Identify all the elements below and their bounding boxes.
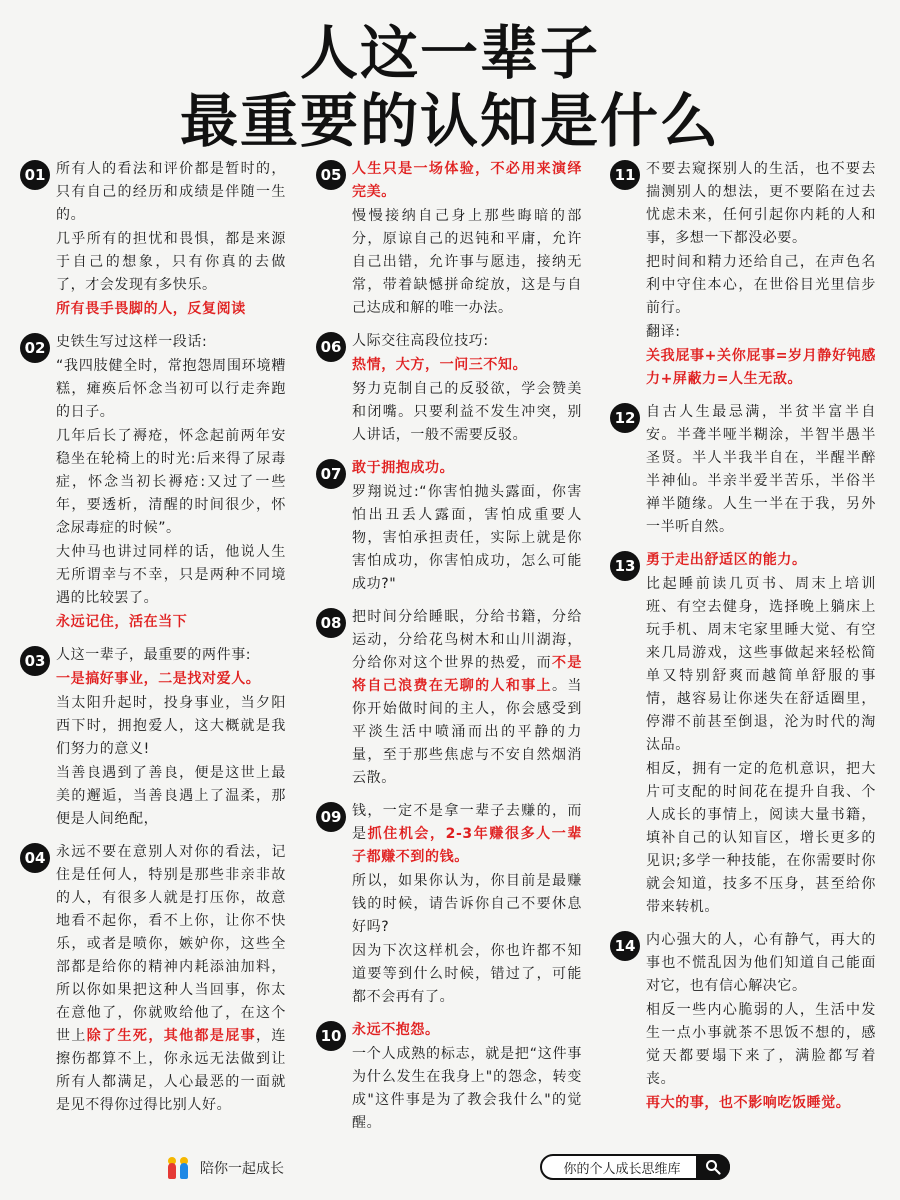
body-text: 翻译:: [646, 324, 681, 340]
column-middle: [316, 158, 582, 1145]
search-button[interactable]: [696, 1154, 730, 1180]
item-number-badge: 05: [316, 160, 346, 190]
column-left: [20, 158, 286, 1127]
item-14: [610, 929, 876, 1115]
body-text: 当太阳升起时，投身事业，当夕阳西下时，拥抱爱人，这大概就是我们努力的意义!: [56, 695, 286, 757]
highlight-text: 热情，大方，一问三不知。: [352, 357, 528, 373]
item-07: [316, 457, 582, 596]
footer-slogan: 陪你一起成长: [200, 1161, 284, 1177]
item-paragraph: [646, 401, 876, 539]
highlight-text: 勇于走出舒适区的能力。: [646, 552, 807, 568]
item-paragraph: [56, 841, 286, 1117]
body-text: 所以，如果你认为，你目前是最赚钱的时候，请告诉你自己不要休息好吗?: [352, 873, 582, 935]
highlight-text: 不是将自己浪费在无聊的人和事上: [352, 655, 582, 694]
item-paragraph: [56, 611, 286, 634]
body-text: 不要去窥探别人的生活，也不要去揣测别人的想法，更不要陷在过去忧虑未来，任何引起你内耗的人和事，多想一下都没必要。: [646, 161, 876, 246]
item-10: [316, 1019, 582, 1135]
highlight-text: 永远不抱怨。: [352, 1022, 440, 1038]
item-09: [316, 800, 582, 1009]
body-text: 罗翔说过:“你害怕抛头露面，你害怕出丑丢人露面，害怕成重要人物，害怕承担责任，实际上就是你害怕成功，你害怕成功，怎么可能成功?": [352, 484, 582, 592]
item-02: [20, 331, 286, 634]
item-paragraph: [352, 330, 582, 353]
body-text: 因为下次这样机会，你也许都不知道要等到什么时候，错过了，可能都不会再有了。: [352, 943, 582, 1005]
highlight-text: 所有畏手畏脚的人，反复阅读: [56, 301, 246, 317]
item-paragraph: [56, 644, 286, 667]
item-paragraph: [352, 1019, 582, 1042]
item-paragraph: [646, 758, 876, 919]
item-number-badge: 12: [610, 403, 640, 433]
item-paragraph: [56, 692, 286, 761]
highlight-text: 一是搞好事业，二是找对爱人。: [56, 671, 261, 687]
item-paragraph: [56, 298, 286, 321]
body-text: 大仲马也讲过同样的话，他说人生无所谓幸与不幸，只是两种不同境遇的比较罢了。: [56, 544, 286, 606]
item-number-badge: 14: [610, 931, 640, 961]
item-12: [610, 401, 876, 539]
item-number-badge: 08: [316, 608, 346, 638]
item-paragraph: [352, 800, 582, 869]
highlight-text: 再大的事，也不影响吃饭睡觉。: [646, 1095, 851, 1111]
body-text: “我四肢健全时，常抱怨周围环境糟糕，瘫痪后怀念当初可以行走奔跑的日子。: [56, 358, 286, 420]
item-number-badge: 01: [20, 160, 50, 190]
body-text: 相反一些内心脆弱的人，生活中发生一点小事就茶不思饭不想的，感觉天都要塌下来了，满脸都写着丧。: [646, 1002, 876, 1087]
body-text: 相反，拥有一定的危机意识，把大片可支配的时间花在提升自我、个人成长的事情上，阅读大量书籍，填补自己的认知盲区，增长更多的见识;多学一种技能，在你需要时你就会知道，技多不压身，甚至给你带来转机。: [646, 761, 876, 915]
item-paragraph: [352, 870, 582, 939]
item-paragraph: [352, 481, 582, 596]
body-text: 慢慢接纳自己身上那些晦暗的部分，原谅自己的迟钝和平庸，允许自己出错，允许事与愿违，接纳无常，带着缺憾拼命绽放，这是与自己达成和解的唯一办法。: [352, 208, 582, 316]
item-paragraph: [646, 1092, 876, 1115]
item-paragraph: [646, 999, 876, 1091]
body-text: 比起睡前读几页书、周末上培训班、有空去健身，选择晚上躺床上玩手机、周末宅家里睡大觉、有空来几局游戏，这些事做起来轻松简单又特别舒爽而越简单舒服的事情，越容易让你迷失在舒适圈里，停滞不前甚至倒退，沦为时代的淘汰品。: [646, 576, 876, 753]
item-paragraph: [352, 378, 582, 447]
body-text: 自古人生最忌满，半贫半富半自安。半聋半哑半糊涂，半智半愚半圣贤。半人半我半自在，半醒半醉半神仙。半亲半爱半苦乐，半俗半禅半随缘。人生一半在于我，另外一半听自然。: [646, 404, 876, 535]
kids-logo-icon: [166, 1157, 192, 1179]
title-line-2: 最重要的认知是什么: [179, 87, 720, 155]
body-text: 把时间和精力还给自己，在声色名利中守住本心，在世俗目光里信步前行。: [646, 254, 876, 316]
body-text: 当善良遇到了善良，便是这世上最美的邂逅，当善良遇上了温柔，那便是人间绝配，: [56, 765, 286, 827]
item-paragraph: [56, 331, 286, 354]
item-paragraph: [646, 929, 876, 998]
body-text: 一个人成熟的标志，就是把“这件事为什么发生在我身上"的怨念，转变成"这件事是为了教会我什么"的觉醒。: [352, 1046, 582, 1131]
search-text: 你的个人成长思维库: [563, 1161, 681, 1177]
item-paragraph: [352, 205, 582, 320]
highlight-text: 永远记住，活在当下: [56, 614, 188, 630]
body-text: 内心强大的人，心有静气，再大的事也不慌乱因为他们知道自己能面对它，也有信心解决它。: [646, 932, 876, 994]
item-paragraph: [56, 541, 286, 610]
item-paragraph: [56, 228, 286, 297]
item-paragraph: [352, 1043, 582, 1135]
item-13: [610, 549, 876, 919]
item-number-badge: 03: [20, 646, 50, 676]
item-paragraph: [646, 573, 876, 757]
body-text: 努力克制自己的反驳欲，学会赞美和闭嘴。只要利益不发生冲突，别人讲话，一般不需要反驳。: [352, 381, 582, 443]
item-paragraph: [352, 606, 582, 790]
body-text: 把时间分给睡眠，分给书籍，分给运动，分给花鸟树木和山川湖海，分给你对这个世界的热爱，而: [352, 609, 582, 671]
body-text: 所有人的看法和评价都是暂时的，只有自己的经历和成绩是伴随一生的。: [56, 161, 286, 223]
body-text: 永远不要在意别人对你的看法，记住是任何人，特别是那些非亲非故的人，有很多人就是打压你，故意地看不起你，看不上你，让你不快乐，或者是喷你，嫉妒你，这些全部都是给你的精神内耗添油加料，所以你如果把这种人当回事，你太在意他了，你就败给他了，在这个世上: [56, 844, 286, 1044]
item-paragraph: [56, 668, 286, 691]
item-06: [316, 330, 582, 447]
item-number-badge: 10: [316, 1021, 346, 1051]
item-paragraph: [646, 158, 876, 250]
footer-brand: [166, 1157, 284, 1179]
item-paragraph: [56, 355, 286, 424]
item-number-badge: 07: [316, 459, 346, 489]
item-paragraph: [56, 425, 286, 540]
item-03: [20, 644, 286, 831]
item-paragraph: [646, 321, 876, 344]
body-text: 几年后长了褥疮，怀念起前两年安稳坐在轮椅上的时光:后来得了尿毒症，怀念当初长褥疮:又过了一些年，要透析，清醒的时间很少，怀念尿毒症的时候”。: [56, 428, 286, 536]
column-right: [610, 158, 876, 1125]
highlight-text: 关我屁事+关你屁事=岁月静好钝感力+屏蔽力=人生无敌。: [646, 348, 876, 387]
item-01: [20, 158, 286, 321]
highlight-text: 抓住机会，2-3年赚很多人一辈子都赚不到的钱。: [352, 826, 582, 865]
search-bar[interactable]: [540, 1154, 730, 1180]
item-number-badge: 06: [316, 332, 346, 362]
item-number-badge: 11: [610, 160, 640, 190]
page-title: [0, 20, 900, 156]
search-icon: [705, 1159, 721, 1175]
item-05: [316, 158, 582, 320]
body-text: ，连擦伤都算不上，你永远无法做到让所有人都满足，人心最恶的一面就是见不得你过得比别人好。: [56, 1028, 287, 1113]
item-paragraph: [56, 762, 286, 831]
item-paragraph: [646, 549, 876, 572]
item-paragraph: [352, 354, 582, 377]
highlight-text: 敢于拥抱成功。: [352, 460, 455, 476]
item-paragraph: [352, 457, 582, 480]
highlight-text: 除了生死，其他都是屁事: [86, 1028, 257, 1044]
item-number-badge: 09: [316, 802, 346, 832]
item-paragraph: [352, 158, 582, 204]
item-number-badge: 02: [20, 333, 50, 363]
item-04: [20, 841, 286, 1117]
body-text: 人这一辈子，最重要的两件事:: [56, 647, 252, 663]
item-paragraph: [646, 251, 876, 320]
body-text: 钱，一定不是拿一辈子去赚的，而是: [352, 803, 582, 842]
highlight-text: 人生只是一场体验，不必用来演绎完美。: [352, 161, 582, 200]
item-paragraph: [56, 158, 286, 227]
item-number-badge: 04: [20, 843, 50, 873]
item-paragraph: [352, 940, 582, 1009]
item-number-badge: 13: [610, 551, 640, 581]
item-08: [316, 606, 582, 790]
item-paragraph: [646, 345, 876, 391]
body-text: 。当你开始做时间的主人，你会感受到平淡生活中喷涌而出的平静的力量，至于那些焦虑与不安自然烟消云散。: [352, 678, 582, 786]
body-text: 人际交往高段位技巧:: [352, 333, 489, 349]
body-text: 几乎所有的担忧和畏惧，都是来源于自己的想象，只有你真的去做了，才会发现有多快乐。: [56, 231, 286, 293]
body-text: 史铁生写过这样一段话:: [56, 334, 208, 350]
item-11: [610, 158, 876, 391]
title-line-1: 人这一辈子: [299, 19, 600, 87]
